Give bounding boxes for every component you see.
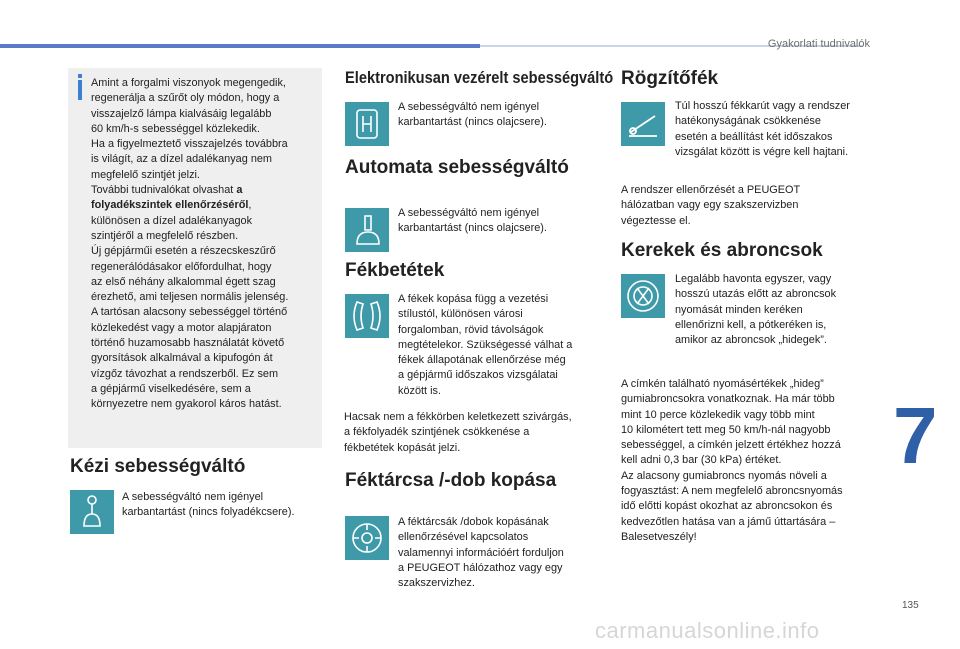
brake-pads-heading: Fékbetétek [345, 260, 445, 281]
brake-pads-note: Hacsak nem a fékkörben keletkezett szivárgás, a fékfolyadék szintjének csökkenése a fékbetétek kopását jelzi. [344, 411, 572, 454]
wheels-tyres-note: A címkén található nyomásértékek „hideg” gumiabroncsokra vonatkoznak. Ha már több mint 10 perce közlekedik vagy több mint 10 kilométert tett meg 50 km/h-nál nagyobb sebességgel, a címkén jelzett értékhez hozzá kell adni 0,3 bar (30 kPa) értéket. Az alacsony gumiabroncs nyomás növeli a fogyasztást: A nem megfelelő abroncsnyomás idő előtti kopást okozhat az abroncsokon és kedvezőtlen hatása van a jámű úttartására – Balesetveszély! [621, 378, 843, 543]
parking-brake-heading: Rögzítőfék [621, 68, 719, 89]
manual-gearbox-icon [70, 490, 114, 534]
tyre-icon [621, 274, 665, 318]
brake-disc-icon [345, 516, 389, 560]
info-box-text: Amint a forgalmi viszonyok megengedik, regenerálja a szűrőt oly módon, hogy a visszajelző lámpa kialvásáig legalább 60 km/h-s sebességgel közlekedik. Ha a figyelmeztető visszajelzés továbbra is világít, az a dízel adalékanyag nem megfelelő szintjét jelzi. További tudnivalókat olvashat a folyadékszintek ellenőrzéséről, különösen a dízel adalékanyagok szintjéről a megfelelő részben. Új gépjárműi esetén a részecskeszűrő regenerálódásakor előfordulhat, hogy az első néhány alkalommal égett szag érezhető, ami teljesen normális jelenség. A tartósan alacsony sebességgel történő közlekedést vagy a motor alapjáraton történő huzamosabb használatát követő gyorsítások alkalmával a kipufogón át vízgőz távozhat a rendszerből. Ez sem a gépjármű viselkedésére, sem a környezetre nem gyakorol káros hatást. [91, 77, 289, 411]
parking-brake-text: Túl hosszú fékkarút vagy a rendszer hatékonyságának csökkenése esetén a beállítást két időszakos vizsgálat között is végre kell hajtani. [675, 100, 850, 158]
manual-gearbox-heading: Kézi sebességváltó [70, 456, 246, 477]
automatic-gearbox-text: A sebességváltó nem igényel karbantartást (nincs olajcsere). [398, 207, 547, 235]
brake-pads-icon [345, 294, 389, 338]
section-title: Gyakorlati tudnivalók [767, 38, 870, 50]
page-number: 135 [902, 600, 919, 611]
brake-discs-text: A féktárcsák /dobok kopásának ellenőrzésével kapcsolatos valamennyi információért forduljon a PEUGEOT hálózathoz vagy egy szakszervizhez. [398, 516, 564, 590]
electronic-gearbox-icon [345, 102, 389, 146]
watermark: carmanualsonline.info [595, 618, 820, 643]
electronic-gearbox-heading: Elektronikusan vezérelt sebességváltó [345, 68, 614, 87]
top-accent-bar [0, 44, 480, 48]
automatic-gearbox-heading: Automata sebességváltó [345, 157, 569, 178]
wheels-tyres-heading: Kerekek és abroncsok [621, 240, 823, 261]
info-icon [78, 80, 82, 100]
chapter-number: 7 [893, 391, 938, 480]
chapter-tab [883, 388, 960, 484]
electronic-gearbox-text: A sebességváltó nem igényel karbantartást (nincs olajcsere). [398, 101, 547, 129]
brake-pads-text: A fékek kopása függ a vezetési stílustól, különösen városi forgalomban, rövid távolságok megtételekor. Szükségessé válhat a fékek állapotának ellenőrzése még a gépjármű időszakos vizsgálatai között is. [398, 293, 573, 397]
parking-brake-icon [621, 102, 665, 146]
wheels-tyres-text: Legalább havonta egyszer, vagy hosszú utazás előtt az abroncsok nyomását minden keréken ellenőrizni kell, a pótkeréken is, amikor az abroncsok „hidegek”. [675, 273, 837, 347]
manual-gearbox-text: A sebességváltó nem igényel karbantartást (nincs folyadékcsere). [122, 491, 295, 519]
parking-brake-note: A rendszer ellenőrzését a PEUGEOT hálózatban vagy egy szakszervizben végeztesse el. [621, 184, 801, 227]
brake-discs-heading: Féktárcsa /-dob kopása [345, 470, 557, 491]
automatic-gearbox-icon [345, 208, 389, 252]
